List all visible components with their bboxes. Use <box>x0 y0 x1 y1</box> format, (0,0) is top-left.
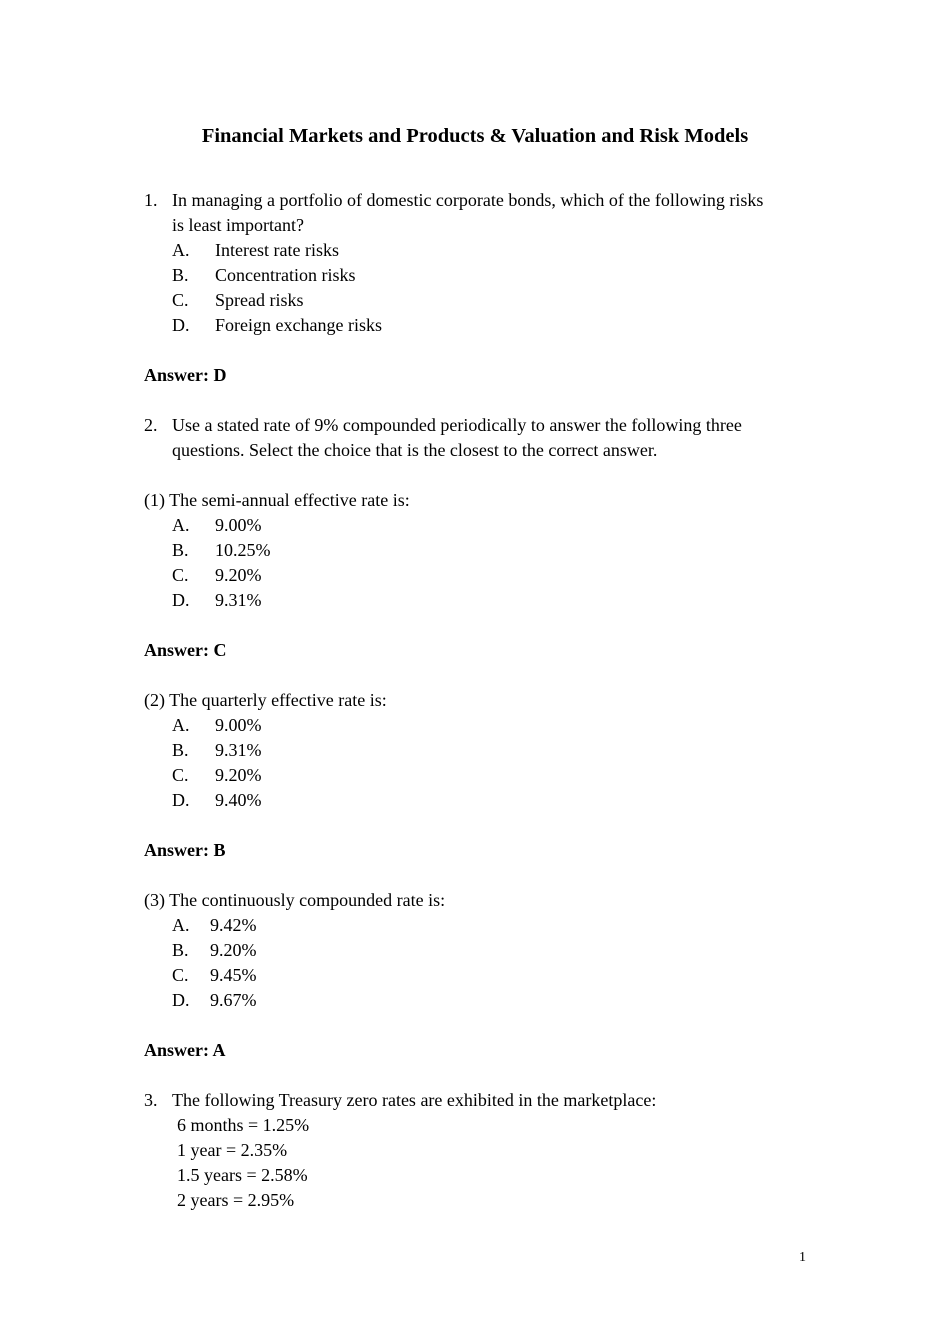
question-3-line <box>144 1088 824 1113</box>
option-letter: A. <box>172 515 190 535</box>
question-text: questions. Select the choice that is the closest to the correct answer. <box>172 440 658 460</box>
option-letter: C. <box>172 765 189 785</box>
answer: Answer: A <box>144 1040 226 1060</box>
zero-rate: 1.5 years = 2.58% <box>177 1165 308 1185</box>
question-text: The following Treasury zero rates are exhibited in the marketplace: <box>172 1090 657 1110</box>
option-text: Concentration risks <box>215 265 356 285</box>
question-number: 2. <box>144 415 158 435</box>
sub-question-prompt: (2) The quarterly effective rate is: <box>144 690 387 710</box>
option-text: Foreign exchange risks <box>215 315 382 335</box>
option <box>144 288 824 313</box>
question-text: In managing a portfolio of domestic corporate bonds, which of the following risks <box>172 190 764 210</box>
option <box>144 563 824 588</box>
option-text: 9.67% <box>210 990 257 1010</box>
option-text: 9.31% <box>215 740 262 760</box>
option <box>144 788 824 813</box>
option-letter: C. <box>172 965 189 985</box>
option <box>144 513 824 538</box>
option-text: 9.20% <box>210 940 257 960</box>
option-text: 9.20% <box>215 565 262 585</box>
zero-rate: 1 year = 2.35% <box>177 1140 288 1160</box>
answer: Answer: B <box>144 840 226 860</box>
option-letter: B. <box>172 740 189 760</box>
question-text: is least important? <box>172 215 304 235</box>
option-text: 9.20% <box>215 765 262 785</box>
option <box>144 963 824 988</box>
option-letter: B. <box>172 940 189 960</box>
option <box>144 713 824 738</box>
option <box>144 588 824 613</box>
document-title: Financial Markets and Products & Valuation and Risk Models <box>201 125 749 147</box>
option-letter: D. <box>172 990 190 1010</box>
answer: Answer: D <box>144 365 227 385</box>
option-text: 9.31% <box>215 590 262 610</box>
question-number: 3. <box>144 1090 158 1110</box>
option-letter: C. <box>172 565 189 585</box>
zero-rate: 6 months = 1.25% <box>177 1115 310 1135</box>
option-text: 9.00% <box>215 715 262 735</box>
option-letter: D. <box>172 315 190 335</box>
option-letter: D. <box>172 590 190 610</box>
option <box>144 913 824 938</box>
option-text: 9.00% <box>215 515 262 535</box>
option <box>144 263 824 288</box>
option-text: 9.45% <box>210 965 257 985</box>
option <box>144 938 824 963</box>
option-letter: D. <box>172 790 190 810</box>
option-letter: A. <box>172 715 190 735</box>
sub-question-prompt: (3) The continuously compounded rate is: <box>144 890 446 910</box>
option-letter: B. <box>172 265 189 285</box>
zero-rate: 2 years = 2.95% <box>177 1190 295 1210</box>
option <box>144 313 824 338</box>
option-letter: B. <box>172 540 189 560</box>
option <box>144 238 824 263</box>
option-letter: A. <box>172 915 190 935</box>
question-1-line <box>144 188 824 213</box>
option-text: 9.40% <box>215 790 262 810</box>
option-letter: C. <box>172 290 189 310</box>
question-number: 1. <box>144 190 158 210</box>
option-text: Interest rate risks <box>215 240 339 260</box>
answer: Answer: C <box>144 640 227 660</box>
option <box>144 988 824 1013</box>
option-text: Spread risks <box>215 290 304 310</box>
option <box>144 738 824 763</box>
option <box>144 763 824 788</box>
option-text: 9.42% <box>210 915 257 935</box>
option-letter: A. <box>172 240 190 260</box>
document-body <box>144 188 824 1213</box>
sub-question-prompt: (1) The semi-annual effective rate is: <box>144 490 410 510</box>
page-number: 1 <box>799 1250 806 1265</box>
option <box>144 538 824 563</box>
question-text: Use a stated rate of 9% compounded periodically to answer the following three <box>172 415 742 435</box>
option-text: 10.25% <box>215 540 271 560</box>
question-2-line <box>144 413 824 438</box>
